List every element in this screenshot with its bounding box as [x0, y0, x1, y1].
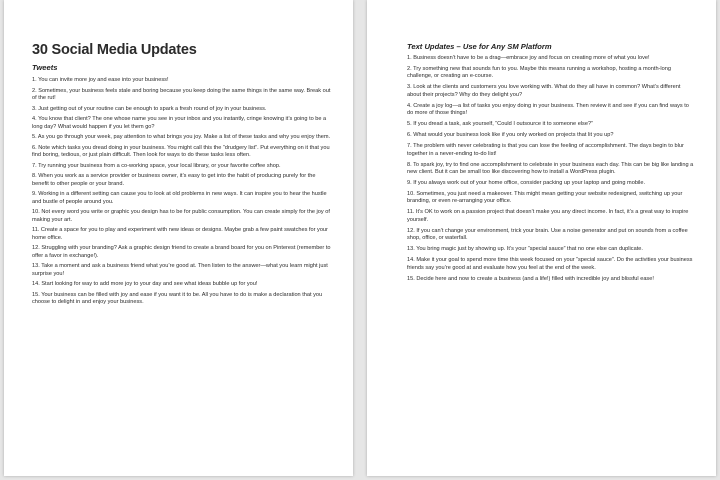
document-page-left [4, 0, 353, 476]
list-item: 11. It’s OK to work on a passion project that doesn’t make you any direct income. In fact, it’s a great way to inspire yourself. [407, 209, 689, 223]
tweet-list [32, 77, 333, 307]
list-item: 4. Create a joy log—a list of tasks you enjoy doing in your business. Then review it and see if you can find ways to do more of those things! [407, 102, 689, 117]
section-heading-tweets: Tweets [32, 63, 58, 72]
list-item: 1. You can invite more joy and ease into your business! [32, 77, 169, 83]
list-item: 8. To spark joy, try to find one accomplishment to celebrate in your business each day. This can be big like landing a new client. But it can be small too like discovering how to install a WordPress plugin. [407, 161, 694, 176]
list-item: 11. Create a space for you to play and experiment with new ideas or designs. Maybe grab a few paint swatches for your home office. [32, 227, 328, 241]
list-item: 10. Not every word you write or graphic you design has to be for public consumption. You can create simply for the joy of making your art. [32, 209, 330, 223]
list-item: 4. You know that client? The one whose name you see in your inbox and you instantly, cringe knowing it’s going to be a long day? What would happen if you let them go? [32, 116, 327, 130]
list-item: 2. Try something new that sounds fun to you. Maybe this means running a workshop, hosting a month-long challenge, or creating an e-course. [407, 66, 671, 80]
list-item: 6. Note which tasks you dread doing in your business. You might call this the “drudgery list”. Put everything on it that you find boring, tedious, or just plain difficult. Then look for ways to do these tasks less often. [32, 144, 330, 159]
section-heading-text-updates: Text Updates – Use for Any SM Platform [407, 42, 552, 51]
list-item: 3. Just getting out of your routine can be enough to spark a fresh round of joy in your business. [32, 105, 267, 112]
document-title: 30 Social Media Updates [32, 42, 197, 58]
list-item: 13. Take a moment and ask a business friend what you’re good at. Then listen to the answer—what you learn might just surprise you! [32, 263, 328, 277]
list-item: 5. As you go through your week, pay attention to what brings you joy. Make a list of these tasks and why you enjoy them. [32, 134, 331, 141]
list-item: 2. Sometimes, your business feels stale and boring because you keep doing the same things in the same way. Break out of the rut! [32, 87, 331, 101]
list-item: 14. Start looking for way to add more joy to your day and see what ideas bubble up for you! [32, 281, 258, 288]
document-page-right [367, 0, 716, 476]
list-item: 12. If you can’t change your environment, trick your brain. Use a noise generator and put on sounds from a coffee shop, office, or waterfall. [407, 227, 688, 242]
text-update-list [407, 55, 694, 283]
list-item: 14. Make it your goal to spend more time this week focused on your “special sauce”. Do the activities your business friends say you’re good at and evaluate how you feel at the end of the week. [407, 257, 693, 271]
list-item: 5. If you dread a task, ask yourself, “Could I outsource it to someone else?” [407, 121, 593, 128]
list-item: 9. Working in a different setting can cause you to look at old problems in new ways. It can inspire you to hear the hustle and bustle of people around you. [32, 191, 327, 205]
list-item: 1. Business doesn’t have to be a drag—embrace joy and focus on creating more of what you love! [407, 55, 650, 61]
list-item: 12. Struggling with your branding? Ask a graphic design friend to create a brand board for you on Pinterest (remember to offer a favor in exchange!). [32, 245, 331, 259]
list-item: 7. The problem with never celebrating is that you can lose the feeling of accomplishment. The days begin to blur together in a never-ending to-do list! [407, 143, 684, 157]
list-item: 13. You bring magic just by showing up. It’s your “special sauce” that no one else can duplicate. [407, 246, 643, 253]
list-item: 7. Try running your business from a co-working space, your local library, or your favorite coffee shop. [32, 162, 281, 169]
list-item: 15. Decide here and now to create a business (and a life!) filled with incredible joy and blissful ease! [407, 275, 654, 282]
list-item: 3. Look at the clients and customers you love working with. What do they all have in common? What’s different about their projects? Why do they delight you? [407, 84, 681, 98]
list-item: 8. When you work as a service provider or business owner, it’s easy to get into the habit of producing purely for the benefit to other people or your brand. [32, 173, 316, 187]
list-item: 9. If you always work out of your home office, consider packing up your laptop and going mobile. [407, 180, 646, 187]
list-item: 6. What would your business look like if you only worked on projects that lit you up? [407, 132, 614, 139]
list-item: 15. Your business can be filled with joy and ease if you want it to be. All you have to do is make a declaration that you choose to delight in and enjoy your business. [32, 291, 323, 306]
list-item: 10. Sometimes, you just need a makeover. This might mean getting your website redesigned, switching up your branding, or even re-arranging your office. [407, 191, 683, 205]
